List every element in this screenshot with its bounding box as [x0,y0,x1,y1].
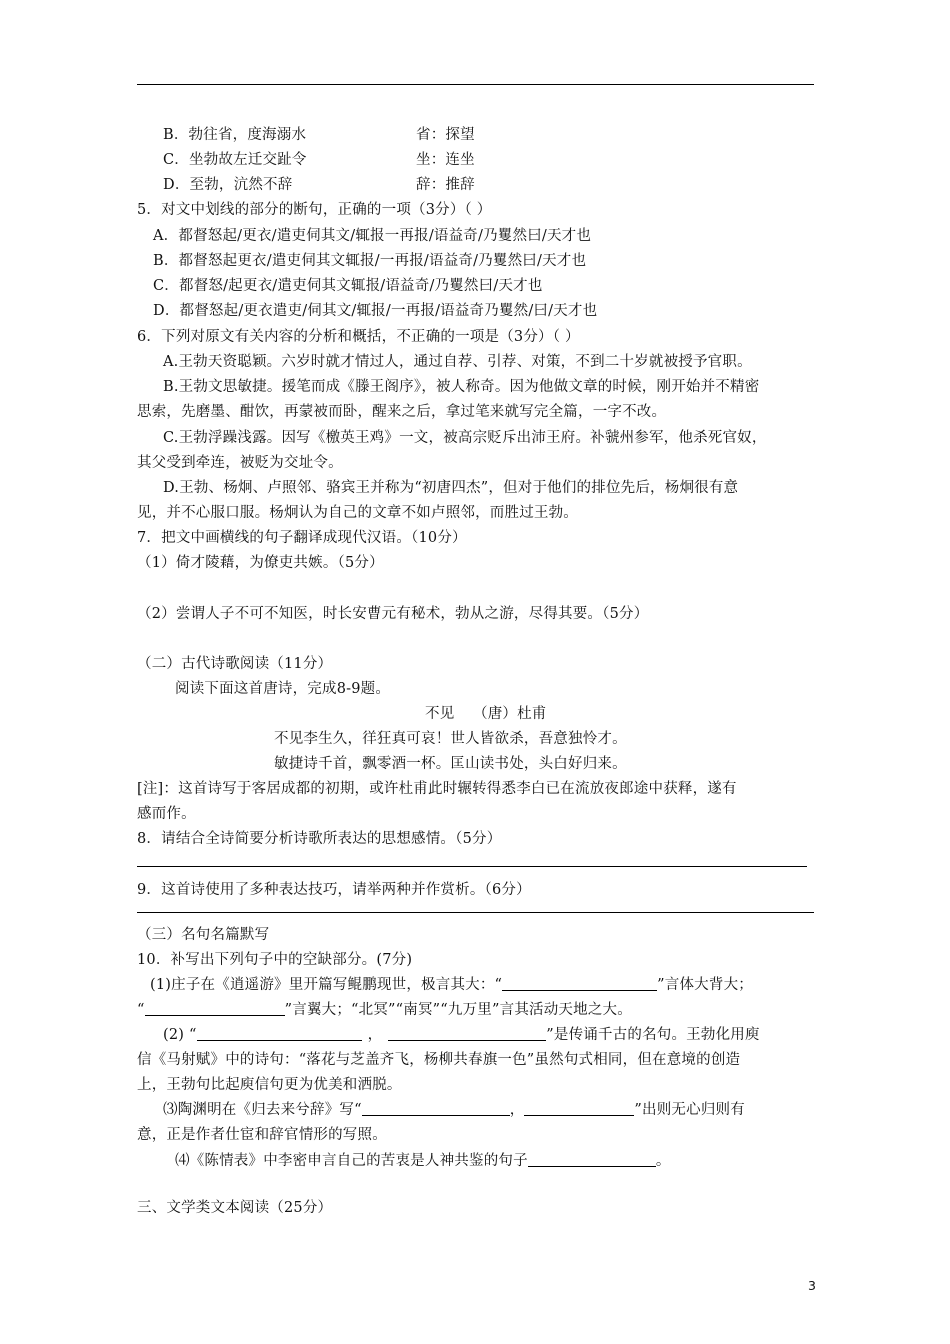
q10-item-2-text-a: (2) “ [163,1027,197,1043]
q4-option-b-gloss: 省：探望 [416,127,475,143]
q6-option-a: A.王勃天资聪颖。六岁时就才情过人，通过自荐、引荐、对策，不到二十岁就被授予官职。 [163,354,752,370]
q9-stem: 9．这首诗使用了多种表达技巧，请举两种并作赏析。（6分） [137,882,531,898]
poem-line-2: 敏捷诗千首，飘零酒一杯。匡山读书处，头白好归来。 [274,756,627,772]
poetry-intro: 阅读下面这首唐诗，完成8-9题。 [175,681,391,697]
poem-author: （唐）杜甫 [473,706,547,722]
q10-item-1-text-a: (1)庄子在《逍遥游》里开篇写鲲鹏现世，极言其大：“ [150,977,503,993]
q10-item-3-line1 [163,1100,745,1120]
poem-note-line2: 感而作。 [137,806,196,822]
q10-item-3-text-a: ⑶陶渊明在《归去来兮辞》写“ [163,1102,362,1118]
poem-title: 不见 [425,706,455,722]
q10-blank-6[interactable] [524,1101,634,1116]
q6-option-c-line1: C.王勃浮躁浅露。因写《檄英王鸡》一文，被高宗贬斥出沛王府。补虢州参军，他杀死官奴， [163,430,767,446]
q10-item-3-text-b: ， [509,1102,525,1118]
q5-option-c: C．都督怒/起更衣/遣吏伺其文辄报/语益奇/乃矍然曰/天才也 [153,278,543,294]
q10-item-4 [175,1151,671,1171]
q9-answer-line[interactable] [137,912,814,913]
page-number: 3 [808,1278,816,1293]
q6-option-b-line1: B.王勃文思敏捷。援笔而成《滕王阁序》，被人称奇。因为他做文章的时候，刚开始并不精密 [163,379,760,395]
q6-stem: 6．下列对原文有关内容的分析和概括，不正确的一项是（3分）（ ） [137,329,580,345]
q10-item-1-line1 [150,975,753,995]
q10-item-1-text-d: ”言翼大；“北冥”“南冥”“九万里”言其活动天地之大。 [284,1002,632,1018]
q10-item-2-line1 [163,1025,760,1045]
q10-item-1-line2 [137,1000,632,1020]
q4-option-d: D．至勃，沆然不辞 [163,177,293,193]
q10-item-2-line2: 信《马射赋》中的诗句：“落花与芝盖齐飞，杨柳共春旗一色”虽然句式相同，但在意境的创造 [137,1052,741,1068]
q7-stem: 7．把文中画横线的句子翻译成现代汉语。（10分） [137,530,467,546]
header-rule [137,84,814,85]
q10-blank-5[interactable] [362,1101,510,1116]
q5-option-a: A．都督怒起/更衣/遣吏伺其文/辄报一再报/语益奇/乃矍然曰/天才也 [153,228,592,244]
q7-sentence-2: （2）尝谓人子不可不知医，时长安曹元有秘术，勃从之游，尽得其要。（5分） [137,606,649,622]
q10-blank-3[interactable] [197,1026,362,1041]
q10-item-3-line2: 意，正是作者仕宦和辞官情形的写照。 [137,1127,387,1143]
section-3-heading: 三、文学类文本阅读（25分） [137,1200,333,1216]
q10-blank-4[interactable] [388,1026,546,1041]
q10-blank-1[interactable] [502,976,657,991]
q5-stem: 5．对文中划线的部分的断句，正确的一项（3分）（ ） [137,202,492,218]
q6-option-c-line2: 其父受到牵连，被贬为交址令。 [137,455,343,471]
q7-sentence-1: （1）倚才陵藉，为僚吏共嫉。（5分） [137,555,384,571]
q4-option-c-gloss: 坐：连坐 [416,152,475,168]
q6-option-d-line2: 见，并不心服口服。杨炯认为自己的文章不如卢照邻，而胜过王勃。 [137,505,578,521]
q8-answer-line[interactable] [137,866,807,867]
q6-option-d-line1: D.王勃、杨炯、卢照邻、骆宾王并称为“初唐四杰”，但对于他们的排位先后，杨炯很有意 [163,480,739,496]
q10-item-2-text-b: ， [367,1027,383,1043]
poetry-heading: （二）古代诗歌阅读（11分） [137,656,333,672]
q10-item-1-text-b: ”言体大背大； [657,977,753,993]
q10-item-4-text-a: ⑷《陈情表》中李密申言自己的苦衷是人神共鉴的句子 [175,1153,528,1169]
poem-note-line1: [注]：这首诗写于客居成都的初期，或许杜甫此时辗转得悉李白已在流放夜郎途中获释，遂有 [137,781,737,797]
q4-option-b-text: B．勃往省，度海溺水 [163,127,307,143]
q5-option-b: B．都督怒起更衣/遣吏伺其文辄报/一再报/语益奇/乃矍然曰/天才也 [153,253,587,269]
q10-blank-7[interactable] [528,1152,656,1167]
q5-option-d: D．都督怒起/更衣遣吏/伺其文/辄报/一再报/语益奇乃矍然/曰/天才也 [153,303,598,319]
q8-stem: 8．请结合全诗简要分析诗歌所表达的思想感情。（5分） [137,831,502,847]
dictation-heading: （三）名句名篇默写 [137,927,270,943]
q10-item-3-text-c: ”出则无心归则有 [634,1102,745,1118]
q6-option-b-line2: 思索，先磨墨、酣饮，再蒙被而卧，醒来之后，拿过笔来就写完全篇，一字不改。 [137,404,667,420]
q10-item-4-text-b: 。 [655,1153,671,1169]
q4-option-c: C．坐勃故左迁交趾令 [163,152,307,168]
q10-blank-2[interactable] [145,1001,285,1016]
q10-item-2-text-c: ”是传诵千古的名句。王勃化用庾 [546,1027,760,1043]
q10-item-1-text-c: “ [137,1002,145,1018]
q10-item-2-line3: 上，王勃句比起庾信句更为优美和洒脱。 [137,1077,402,1093]
q10-stem: 10．补写出下列句子中的空缺部分。(7分) [137,952,413,968]
q4-option-d-gloss: 辞：推辞 [416,177,475,193]
poem-line-1: 不见李生久，徉狂真可哀！世人皆欲杀，吾意独怜才。 [274,731,627,747]
q4-option-b [163,125,306,145]
